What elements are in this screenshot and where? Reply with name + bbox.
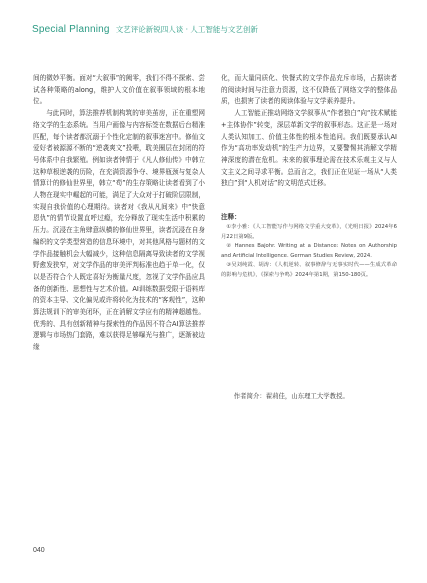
footnote: ② Hannes Bajohr. Writing at a Distance: Notes on Authorship and Artificial Intelligence. German Studies Review, 2024. <box>221 243 397 259</box>
page-number: 040 <box>33 547 45 554</box>
footnote: ③吴刘纯霞、胡涛：《人机逆转、叙事修辞与无事实时代——生成式革命的影响与危机》，《探索与争鸣》2024年第1期，第150-180页。 <box>221 262 397 278</box>
section-title-cn: 文艺评论新锐四人谈 · 人工智能与文艺创新 <box>115 25 258 34</box>
notes-title: 注释： <box>221 213 241 222</box>
left-column <box>33 73 205 354</box>
footnote: ①李小雅：《人工智能写作与网络文学重大变革》，《光明日报》2024年6月22日第9版。 <box>221 224 397 240</box>
section-title-en: Special Planning <box>32 24 110 35</box>
author-bio: 作者简介：翟莉佳，山东理工大学教授。 <box>233 392 349 400</box>
paragraph: 化，而大量同质化、快餐式的文学作品充斥市场，占据读者的阅读时间与注意力资源，这不仅降低了网络文学的整体品质，也损害了读者的阅读体验与文学素养提升。 <box>221 74 397 106</box>
paragraph: 人工智能正推动网络文学叙事从“作者独白”向“技术赋能+主体协作”转变，深层革新文学的叙事形态。这正是一场对人类认知加工、价值主体性的根本性追问。我们既要承认AI作为“高功率发动机”的生产力边界，又要警惕其消解文学精神深度的潜在危机。未来的叙事理论需在技术乐观主义与人文主义之间寻求平衡。总而言之，我们正在见证一场从“人类独白”到“人机对话”的文明范式迁移。 <box>221 109 397 188</box>
paragraph: 间的微妙平衡。面对“大叙事”的阙零，我们不得不探索、尝试各种策略的along，维护人文价值在叙事领域的根本地位。 <box>33 74 205 106</box>
paragraph: 与此同时，算法推荐机制构筑的审美茧房，正在重塑网络文学的生态系统。当用户画像与内容标签在数据后台精准匹配，每个读者都沉溺于个性化定制的叙事迷宫中。修仙文爱好者被源源不断的“逆袭爽文”投喂，耽美圈层在封闭的符号体系中自我繁殖。例如读者钟情于《凡人修仙传》中韩立这种草根逆袭的历险，在充满资源争夺、境界瓶颈与复杂人情算计的修仙世界里，韩立“苟”的生存策略让读者看到了小人物在现实中崛起的可能，满足了大众对于打破阶层限制，实现自我价值的心理期待。读者对《我从凡间来》中“快意恩仇”的情节设置直呼过瘾，充分释放了现实生活中积累的压力。沉浸在主角肆意纵横的修仙世界里，读者沉浸在自身编织的文学类型营造的信息环境中，对其他风格与题材的文学作品接触机会大幅减少，这种信息隔离导致读者的文学视野愈发狭窄，对文学作品的审美评判标准也趋于单一化，仅以是否符合个人既定喜好为衡量尺度，忽视了文学作品应具备的创新性、思想性与艺术价值。AI训练数据受限于语料库的资本主导、文化偏见或许将转化为技术的“客观性”，这种算法规训下的审美闭环，正在消解文学应有的精神超越性。优秀的、具有创新精神与探索性的作品因不符合AI算法推荐逻辑与市场热门套路，难以获得足够曝光与推广，逐渐被边缘 <box>33 109 205 352</box>
section-header <box>32 24 258 38</box>
right-column <box>221 73 397 281</box>
